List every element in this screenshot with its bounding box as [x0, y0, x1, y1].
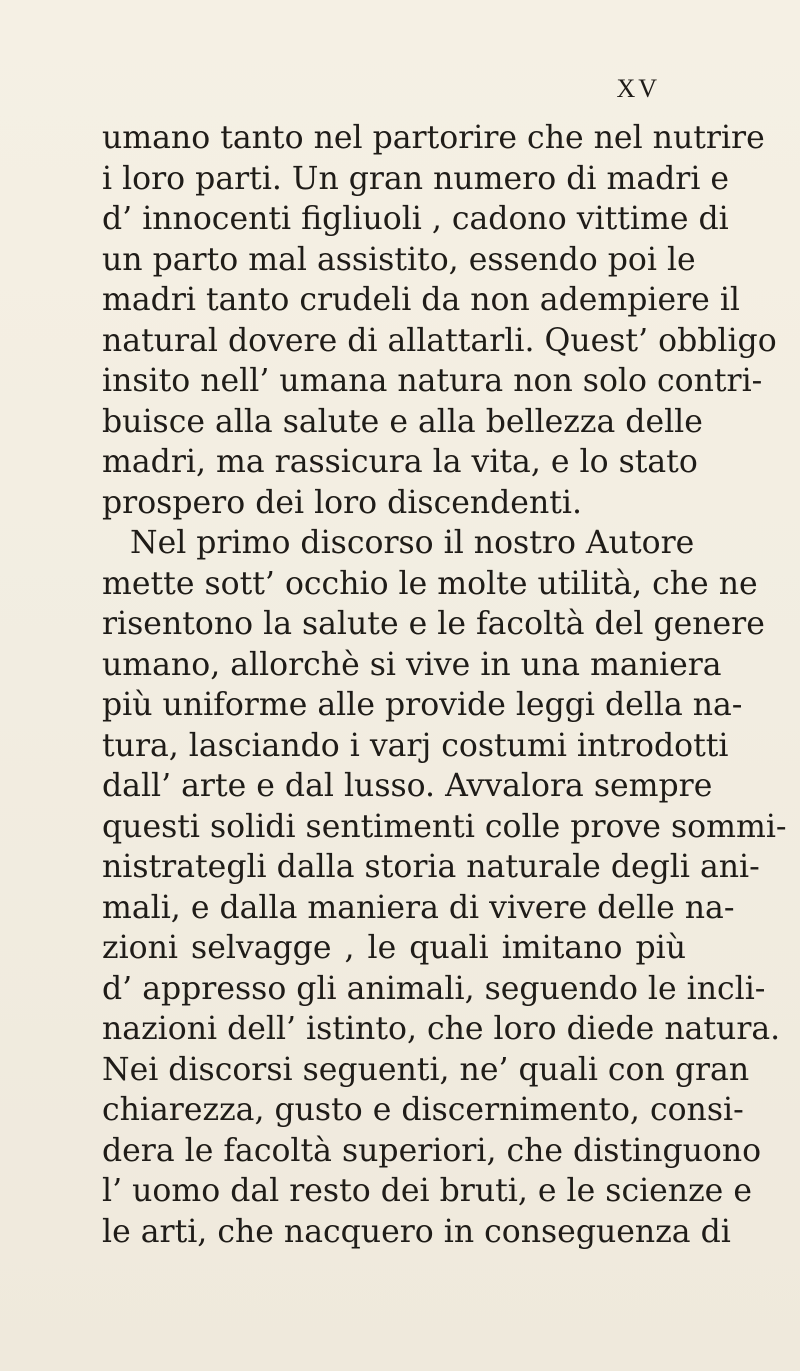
- text-line: tura, lasciando i varj costumi introdotti: [102, 727, 729, 764]
- text-line: dera le facoltà superiori, che distinguono: [102, 1132, 762, 1169]
- text-line: Nei discorsi seguenti, ne’ quali con gran: [102, 1051, 750, 1088]
- text-line: Nel primo discorso il nostro Autore: [130, 525, 695, 561]
- text-line: d’ appresso gli animali, seguendo le incli-: [102, 970, 766, 1007]
- text-line: insito nell’ umana natura non solo contri-: [102, 363, 763, 399]
- text-line: l’ uomo dal resto dei bruti, e le scienze e: [102, 1173, 752, 1209]
- text-line: le arti, che nacquero in conseguenza di: [102, 1213, 731, 1250]
- text-line: madri, ma rassicura la vita, e lo stato: [102, 444, 698, 480]
- text-line: prospero dei loro discendenti.: [102, 484, 582, 521]
- text-line: chiarezza, gusto e discernimento, consi-: [102, 1092, 744, 1128]
- text-line: umano tanto nel partorire che nel nutrire: [102, 120, 765, 156]
- text-line: zioni selvagge , le quali imitano più: [102, 930, 686, 966]
- body-text: [102, 118, 787, 1252]
- page-number: XV: [616, 74, 660, 103]
- text-line: dall’ arte e dal lusso. Avvalora sempre: [102, 768, 713, 804]
- text-line: nistrategli dalla storia naturale degli ani-: [102, 849, 760, 885]
- text-line: umano, allorchè si vive in una maniera: [102, 646, 722, 683]
- text-line: questi solidi sentimenti colle prove sommi-: [102, 808, 787, 845]
- text-line: mette sott’ occhio le molte utilità, che ne: [102, 565, 758, 602]
- text-line: buisce alla salute e alla bellezza delle: [102, 403, 703, 440]
- text-line: natural dovere di allattarli. Quest’ obbligo: [102, 322, 777, 359]
- text-line: un parto mal assistito, essendo poi le: [102, 241, 696, 278]
- text-line: madri tanto crudeli da non adempiere il: [102, 282, 740, 318]
- text-line: d’ innocenti figliuoli , cadono vittime di: [102, 201, 729, 237]
- text-line: nazioni dell’ istinto, che loro diede natura.: [102, 1011, 781, 1047]
- text-line: i loro parti. Un gran numero di madri e: [102, 160, 730, 197]
- text-line: risentono la salute e le facoltà del genere: [102, 606, 765, 642]
- text-line: mali, e dalla maniera di vivere delle na-: [102, 889, 735, 926]
- text-line: più uniforme alle provide leggi della na-: [102, 687, 743, 723]
